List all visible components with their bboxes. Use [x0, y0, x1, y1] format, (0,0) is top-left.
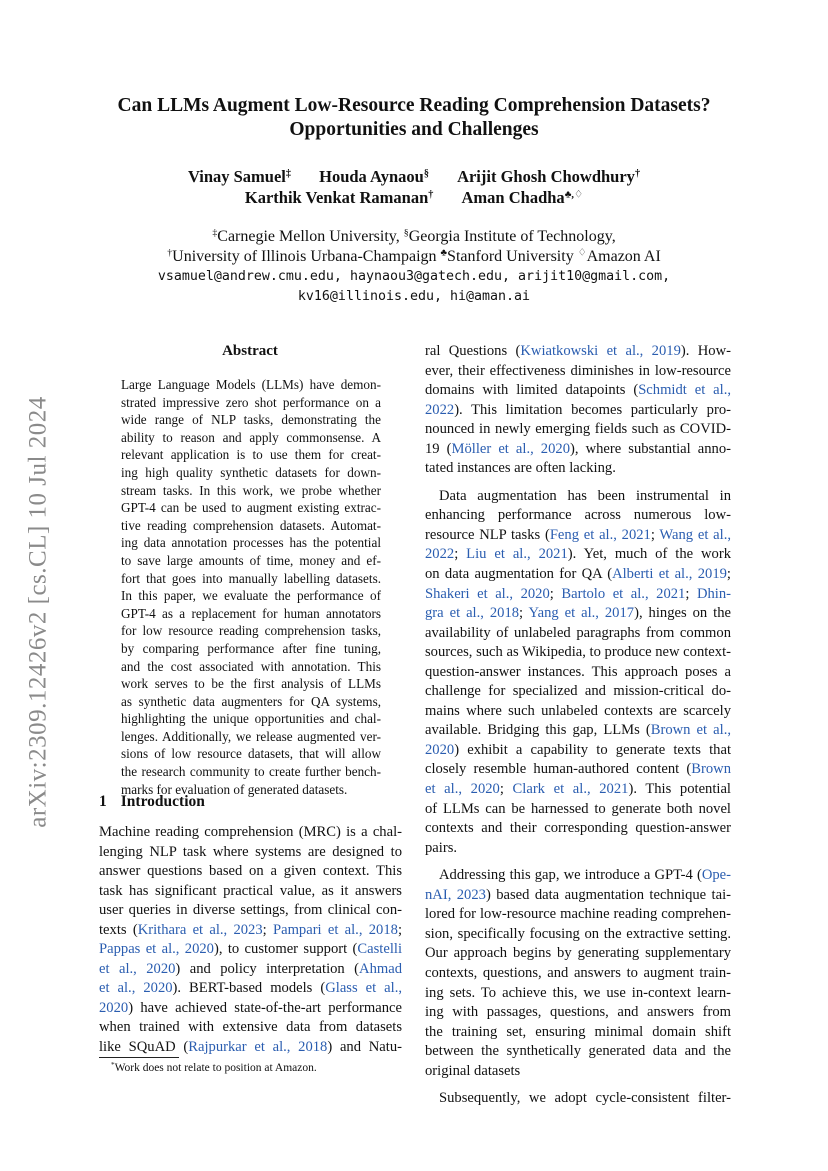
- citation-link[interactable]: et al., 2020: [99, 980, 173, 997]
- author-list: [90, 166, 738, 208]
- abstract-line: lenges. Additionally, we release augmented ver-: [121, 728, 381, 744]
- text-run: Machine reading comprehension (MRC) is a chal-: [99, 824, 402, 840]
- intro-left-column: [99, 823, 402, 1058]
- affiliation-text: Stanford University: [447, 247, 578, 265]
- abstract-line: GPT-4 as a replacement for human annotators: [121, 605, 381, 621]
- text-line: [425, 866, 731, 886]
- text-run: resource NLP tasks (: [425, 526, 550, 543]
- affiliation-text: University of Illinois Urbana-Champaign: [172, 247, 441, 265]
- abstract-line: ability to reason and apply commonsense. A: [121, 429, 381, 445]
- text-line: [425, 565, 731, 585]
- footnote-mark: *: [111, 1061, 115, 1070]
- text-line: [425, 839, 731, 859]
- text-run: ;: [397, 921, 402, 938]
- text-line: [425, 964, 731, 984]
- text-run: Addressing this gap, we introduce a GPT-4 (: [439, 867, 702, 884]
- text-run: ). This potential: [628, 781, 731, 798]
- affiliation-line-1: [90, 227, 738, 247]
- text-run: ;: [726, 566, 731, 583]
- citation-link[interactable]: Möller et al., 2020: [451, 440, 570, 457]
- text-line: [99, 862, 402, 882]
- text-run: ;: [650, 526, 660, 543]
- abstract-line: the research community to create further bench-: [121, 764, 381, 780]
- text-line: [425, 624, 731, 644]
- text-run: enhancing performance across numerous low-: [425, 507, 731, 524]
- text-line: [425, 780, 731, 800]
- section-number: 1: [99, 793, 107, 810]
- citation-link[interactable]: Schmidt et al.,: [638, 382, 731, 399]
- paragraph-gap: [425, 1081, 731, 1089]
- text-run: ;: [499, 781, 513, 798]
- citation-link[interactable]: Glass et al.,: [325, 980, 402, 997]
- text-line: [99, 999, 402, 1019]
- text-run: ) and Natu-: [327, 1039, 402, 1056]
- text-line: [425, 342, 731, 362]
- author-mark: ♣,♢: [564, 189, 584, 201]
- text-line: [425, 1003, 731, 1023]
- text-run: user queries in diverse settings, from clinical con-: [99, 902, 402, 919]
- citation-link[interactable]: Yang et al., 2017: [528, 605, 635, 622]
- text-run: available. Bridging this gap, LLMs (: [425, 722, 651, 739]
- text-line: [425, 362, 731, 382]
- citation-link[interactable]: Rajpurkar et al., 2018: [188, 1039, 328, 1056]
- abstract-line: as synthetic data augmenters for QA systems,: [121, 693, 381, 709]
- abstract-line: by comparing performance after fine tuning,: [121, 640, 381, 656]
- paragraph: [425, 342, 731, 479]
- intro-right-column: [425, 342, 731, 1109]
- author-mark: †: [428, 189, 434, 201]
- text-run: ing with passages, questions, and answers from: [425, 1004, 731, 1021]
- affiliation-text: Amazon AI: [586, 247, 661, 265]
- affiliation-text: Georgia Institute of Technology,: [408, 228, 616, 245]
- text-line: [99, 921, 402, 941]
- citation-link[interactable]: Krithara et al., 2023: [137, 921, 263, 938]
- author-name: Houda Aynaou: [319, 167, 424, 186]
- text-line: [425, 604, 731, 624]
- abstract-line: for low resource reading comprehension tasks,: [121, 623, 381, 639]
- text-run: sion, specifically focusing on the extractive setting.: [425, 925, 731, 942]
- text-line: [425, 459, 731, 479]
- text-line: [99, 901, 402, 921]
- text-line: [425, 585, 731, 605]
- text-line: [425, 984, 731, 1004]
- section-title: Introduction: [120, 793, 205, 810]
- citation-link[interactable]: Alberti et al., 2019: [612, 566, 727, 583]
- citation-link[interactable]: Ope-: [701, 867, 731, 884]
- abstract-line: fort that goes into manually labelling datasets.: [121, 570, 381, 586]
- text-run: ) exhibit a capability to generate texts that: [454, 741, 731, 758]
- arxiv-stamp: [23, 377, 55, 847]
- text-run: domains with limited datapoints (: [425, 382, 639, 399]
- paragraph-gap: [425, 858, 731, 866]
- text-run: of LLMs can be harnessed to generate both novel: [425, 800, 731, 817]
- text-line: [425, 925, 731, 945]
- abstract-line: In this paper, we evaluate the performance of: [121, 588, 381, 604]
- section-heading-introduction: [99, 792, 205, 812]
- text-line: [425, 721, 731, 741]
- text-line: [425, 440, 731, 460]
- abstract-line: highlighting the unique opportunities and chal-: [121, 711, 381, 727]
- abstract-line: relevant application is to use them for creat-: [121, 447, 381, 463]
- text-line: [425, 905, 731, 925]
- text-line: [425, 1042, 731, 1062]
- citation-link[interactable]: Brown et al.,: [650, 722, 731, 739]
- citation-link[interactable]: Liu et al., 2021: [466, 546, 568, 563]
- citation-link[interactable]: Kwiatkowski et al., 2019: [520, 343, 681, 359]
- text-run: mains where such unlabeled contexts are scarcely: [425, 702, 731, 719]
- citation-link[interactable]: Shakeri et al., 2020: [425, 585, 550, 602]
- text-run: between the synthetically generated data and the: [425, 1043, 731, 1060]
- text-run: ). How-: [680, 343, 731, 359]
- text-line: [99, 960, 402, 980]
- text-line: [425, 1089, 731, 1109]
- affiliations: [90, 227, 738, 266]
- text-run: sources, such as Wikipedia, to produce new context-: [425, 644, 731, 661]
- abstract-heading: Abstract: [222, 343, 278, 359]
- citation-link[interactable]: Bartolo et al., 2021: [561, 585, 686, 602]
- text-run: closely resemble human-authored content (: [425, 761, 692, 778]
- text-run: original datasets: [425, 1062, 521, 1079]
- citation-link[interactable]: et al., 2020: [99, 960, 176, 977]
- text-run: ;: [549, 585, 562, 602]
- text-run: the training set, ensuring minimal domain shift: [425, 1023, 731, 1040]
- citation-link[interactable]: Brown: [691, 761, 731, 778]
- text-run: lored for low-resource machine reading comprehen-: [425, 906, 731, 923]
- affiliation-mark: ♣: [440, 247, 448, 259]
- text-run: ;: [685, 585, 697, 602]
- text-line: [425, 526, 731, 546]
- title-line-2: Opportunities and Challenges: [289, 119, 539, 140]
- text-run: contexts, questions, and answers to augment train-: [425, 964, 731, 981]
- text-line: [425, 401, 731, 421]
- title-line-1: Can LLMs Augment Low-Resource Reading Comprehension Datasets?: [117, 95, 711, 116]
- text-line: [99, 823, 402, 843]
- text-line: [99, 882, 402, 902]
- citation-link[interactable]: 2022: [425, 401, 455, 418]
- author: [319, 167, 429, 186]
- text-run: ). This limitation becomes particularly pro-: [454, 401, 731, 418]
- affiliation-mark: ‡: [212, 227, 218, 239]
- abstract-line: ing high quality synthetic datasets for down-: [121, 464, 381, 480]
- abstract-line: work serves to be the first analysis of LLMs: [121, 676, 381, 692]
- text-run: ), hinges on the: [634, 605, 731, 622]
- text-run: like SQuAD (: [99, 1039, 189, 1056]
- citation-link[interactable]: nAI, 2023: [425, 886, 486, 903]
- text-line: [425, 886, 731, 906]
- text-run: ) have achieved state-of-the-art performance: [128, 999, 402, 1016]
- affiliation-line-2: [90, 247, 738, 267]
- arxiv-stamp-text: arXiv:2309.12426v2 [cs.CL] 10 Jul 2024: [25, 396, 52, 828]
- text-line: [425, 702, 731, 722]
- text-line: [425, 944, 731, 964]
- citation-link[interactable]: Pampari et al., 2018: [272, 921, 398, 938]
- affiliation-text: Carnegie Mellon University,: [217, 228, 404, 245]
- citation-link[interactable]: 2020: [425, 741, 455, 758]
- text-line: [425, 506, 731, 526]
- abstract-line: sions of low resource datasets, that will allow: [121, 746, 381, 762]
- text-run: ;: [262, 921, 273, 938]
- abstract-line: stream tasks. In this work, we probe whether: [121, 482, 381, 498]
- text-run: ever, their effectiveness diminishes in low-resource: [425, 362, 731, 379]
- abstract-line: and the cost associated with annotation. This: [121, 658, 381, 674]
- abstract-line: marks for evaluation of generated datasets.: [121, 781, 348, 797]
- citation-link[interactable]: et al., 2020: [425, 781, 500, 798]
- author: [462, 188, 584, 207]
- text-run: availability of unlabeled paragraphs from common: [425, 624, 731, 641]
- text-run: 19 (: [425, 440, 452, 457]
- author-name: Arijit Ghosh Chowdhury: [457, 167, 635, 186]
- paper-title: [90, 94, 738, 142]
- footnote: [111, 1061, 317, 1075]
- text-line: [425, 741, 731, 761]
- text-run: ). BERT-based models (: [172, 980, 326, 997]
- abstract-line: wide range of NLP tasks, demonstrating the: [121, 412, 381, 428]
- text-line: [425, 1023, 731, 1043]
- text-run: contexts and their corresponding question-answer: [425, 820, 731, 837]
- paragraph-gap: [425, 479, 731, 487]
- text-line: [99, 940, 402, 960]
- author-name: Karthik Venkat Ramanan: [244, 188, 429, 207]
- abstract-body: [121, 376, 381, 798]
- text-line: [425, 545, 731, 565]
- citation-link[interactable]: 2020: [99, 999, 129, 1016]
- affiliation-mark: §: [403, 227, 409, 239]
- text-line: [425, 643, 731, 663]
- text-line: [425, 760, 731, 780]
- author-mark: ‡: [285, 168, 291, 180]
- text-line: [99, 1018, 402, 1038]
- author: [457, 167, 640, 186]
- text-run: question-answer instances. This approach poses a: [425, 663, 731, 680]
- paragraph: [425, 866, 731, 1081]
- text-line: [99, 979, 402, 999]
- citation-link[interactable]: Dhin-: [696, 585, 732, 602]
- citation-link[interactable]: Ahmad: [359, 960, 402, 977]
- text-run: ), to customer support (: [213, 941, 358, 958]
- abstract-line: Large Language Models (LLMs) have demon-: [121, 377, 381, 392]
- author-emails: [90, 267, 738, 307]
- text-run: Subsequently, we adopt cycle-consistent filter-: [439, 1090, 731, 1107]
- text-run: texts (: [99, 921, 138, 938]
- abstract-line: GPT-4 can be used to augment existing extrac-: [121, 500, 381, 516]
- paragraph: [425, 1089, 731, 1109]
- text-run: nounced in newly emerging fields such as COVID-: [425, 421, 731, 438]
- citation-link[interactable]: Castelli: [357, 941, 402, 958]
- citation-link[interactable]: 2022: [425, 546, 455, 563]
- text-run: ). Yet, much of the work: [567, 546, 732, 563]
- text-run: challenge for specialized and mission-critical do-: [425, 683, 731, 700]
- text-line: [425, 663, 731, 683]
- author-mark: †: [634, 168, 641, 180]
- citation-link[interactable]: gra et al., 2018: [425, 605, 520, 622]
- email-line-2[interactable]: kv16@illinois.edu, hi@aman.ai: [297, 289, 531, 304]
- abstract-line: to save large amounts of time, money and ef-: [121, 552, 381, 568]
- author: [188, 167, 291, 186]
- text-run: Data augmentation has been instrumental in: [439, 487, 731, 504]
- text-line: [425, 1062, 731, 1082]
- paragraph: [425, 487, 731, 858]
- text-run: ing sets. To achieve this, we use in-context learn-: [425, 984, 731, 1001]
- text-line: [425, 381, 731, 401]
- abstract-line: strated impressive zero shot performance on a: [121, 394, 381, 410]
- author-name: Vinay Samuel: [187, 167, 286, 186]
- footnote-text: Work does not relate to position at Amazon.: [114, 1062, 317, 1074]
- citation-link[interactable]: Pappas et al., 2020: [99, 941, 214, 958]
- text-run: ), where substantial anno-: [570, 440, 732, 457]
- abstract-line: ing data annotation processes has the potential: [121, 535, 381, 551]
- citation-link[interactable]: Wang et al.,: [659, 526, 731, 543]
- text-run: ) based data augmentation technique tai-: [485, 886, 731, 903]
- affiliation-mark: †: [167, 247, 173, 259]
- text-line: [425, 420, 731, 440]
- text-line: [425, 487, 731, 507]
- text-line: [99, 843, 402, 863]
- text-line: [425, 682, 731, 702]
- citation-link[interactable]: Feng et al., 2021: [549, 526, 651, 543]
- text-run: on data augmentation for QA (: [425, 566, 613, 583]
- author-mark: §: [423, 168, 429, 180]
- text-run: lenging NLP task where systems are designed to: [99, 843, 402, 860]
- text-run: task has significant practical value, as it answers: [99, 882, 402, 899]
- text-line: [425, 819, 731, 839]
- author-line-2: [90, 187, 738, 208]
- author-name: Aman Chadha: [461, 188, 565, 207]
- author: [245, 188, 434, 207]
- text-run: Our approach begins by generating supplementary: [425, 945, 731, 962]
- text-run: answer questions based on a given context. This: [99, 863, 402, 880]
- text-run: when trained with extensive data from datasets: [99, 1019, 402, 1036]
- text-line: [99, 1038, 402, 1058]
- text-run: ral Questions (: [425, 343, 521, 359]
- citation-link[interactable]: Clark et al., 2021: [512, 781, 629, 798]
- footnote-rule: [99, 1057, 179, 1058]
- text-run: ) and policy interpretation (: [175, 960, 360, 977]
- email-line-1[interactable]: vsamuel@andrew.cmu.edu, haynaou3@gatech.edu, arijit10@gmail.com,: [157, 269, 671, 284]
- text-run: tated instances are often lacking.: [425, 460, 616, 477]
- text-run: ;: [519, 605, 529, 622]
- text-run: pairs.: [425, 839, 458, 856]
- affiliation-mark: ♢: [577, 247, 587, 259]
- author-line-1: [90, 166, 738, 187]
- text-run: ;: [454, 546, 467, 563]
- text-line: [425, 800, 731, 820]
- abstract-line: tive reading comprehension datasets. Automat-: [121, 517, 381, 533]
